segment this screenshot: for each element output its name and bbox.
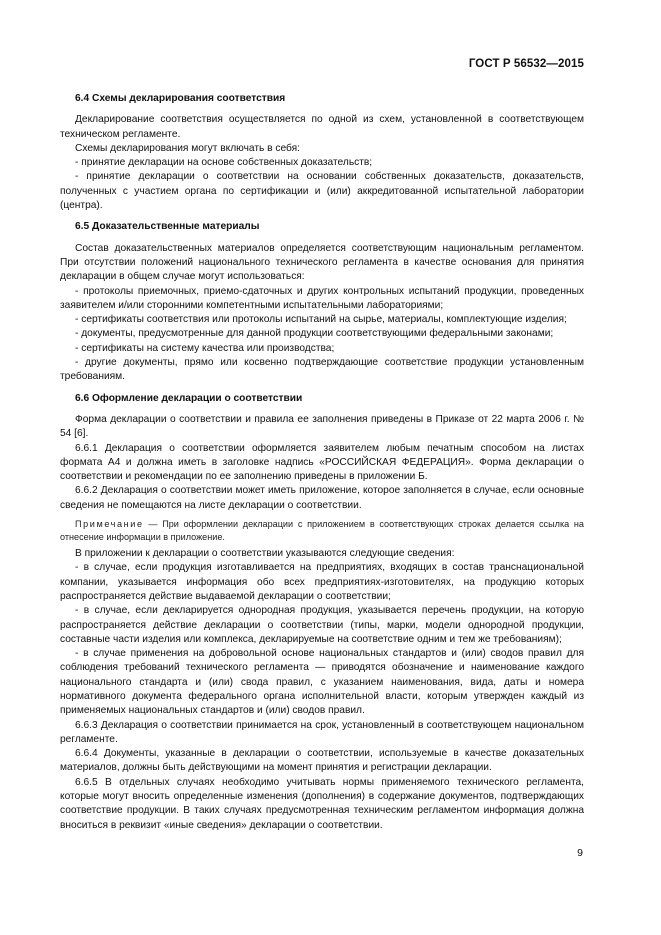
paragraph: Декларирование соответствия осуществляется по одной из схем, установленной в соответствующем техническом регламенте.	[60, 114, 584, 140]
list-item: - в случае применения на добровольной основе национальных стандартов и (или) сводов правил для соблюдения требований технического регламента — приводятся обозначение и наименование каждого национального стандарта и (или) свода правил, с указанием наименования, вида, даты и номера нормативного документа федерального органа исполнительной власти, которым утвержден каждый из применяемых национальных стандартов и (или) сводов правил.	[60, 648, 584, 717]
paragraph: Форма декларации о соответствии и правила ее заполнения приведены в Приказе от 22 марта 2006 г. № 54 [6].	[60, 413, 584, 440]
list-item: - принятие декларации о соответствии на основании собственных доказательств, доказательств, полученных с участием органа по сертификации и (или) аккредитованной испытательной лаборатории (центра).	[60, 171, 584, 212]
list-item: - принятие декларации на основе собственных доказательств;	[75, 157, 373, 169]
note	[60, 518, 584, 543]
list-item: - документы, предусмотренные для данной продукции соответствующими федеральными законами;	[75, 328, 554, 340]
paragraph: Состав доказательственных материалов определяется соответствующим национальным регламентом. При отсутствии положений национального технического регламента в качестве основания для принятия декларации в общем случае могут использоваться:	[60, 242, 584, 283]
list-item: - протоколы приемочных, приемо-сдаточных и других контрольных испытаний продукции, проведенных заявителем и/или сторонними компетентными испытательными лабораториями;	[60, 285, 584, 311]
list-item: - сертификаты соответствия или протоколы испытаний на сырье, материалы, комплектующие изделия;	[75, 314, 567, 326]
page-number: 9	[577, 847, 583, 859]
paragraph: Схемы декларирования могут включать в себя:	[75, 142, 300, 154]
paragraph: В приложении к декларации о соответствии указываются следующие сведения:	[75, 548, 455, 560]
section-heading-6-4: 6.4 Схемы декларирования соответствия	[75, 93, 286, 104]
paragraph: 6.6.3 Декларация о соответствии принимается на срок, установленный в соответствующем национальном регламенте.	[60, 719, 584, 745]
note-text: — При оформлении декларации с приложением в соответствующих строках делается ссылка на отнесение информации в приложение.	[60, 519, 584, 542]
paragraph: 6.6.2 Декларация о соответствии может иметь приложение, которое заполняется в случае, если основные сведения не помещаются на листе декларации о соответствии.	[60, 485, 584, 511]
list-item: - в случае, если декларируется однородная продукция, указывается перечень продукции, на которую распространяется действие декларации о соответствии (типы, марки, модели однородной продукции, составные части изделия или комплекса, декларируемые на соответствие одним и тем же требованиям);	[60, 605, 584, 645]
list-item: - другие документы, прямо или косвенно подтверждающие соответствие продукции установленным требованиям.	[60, 357, 584, 383]
section-heading-6-6: 6.6 Оформление декларации о соответствии	[75, 392, 303, 404]
note-label: Примечание	[75, 519, 144, 530]
list-item: - сертификаты на систему качества или производства;	[75, 342, 335, 354]
standard-number: ГОСТ Р 56532—2015	[468, 58, 584, 70]
paragraph: 6.6.1 Декларация о соответствии оформляется заявителем любым печатным способом на листах формата А4 и должна иметь в заголовке надпись «РОССИЙСКАЯ ФЕДЕРАЦИЯ». Форма декларации о соответствии и рекомендации по ее заполнению приведены в приложении Б.	[60, 442, 584, 483]
paragraph: 6.6.4 Документы, указанные в декларации о соответствии, используемые в качестве доказательных материалов, должны быть действующими на момент принятия и регистрации декларации.	[60, 748, 584, 774]
document-body	[60, 92, 584, 833]
list-item: - в случае, если продукция изготавливается на предприятиях, входящих в состав транснациональной компании, указывается информация обо всех предприятиях-изготовителях, на продукцию которых распространяется действие выдаваемой декларации о соответствии;	[60, 562, 584, 602]
paragraph: 6.6.5 В отдельных случаях необходимо учитывать нормы применяемого технического регламента, которые могут вносить определенные изменения (дополнения) в содержание документов, подтверждaющих соответствие продукции. В таких случаях предусмотренная техническим регламентом информация должна вноситься в реквизит «иные сведения» декларации о соответствии.	[60, 776, 584, 831]
section-heading-6-5: 6.5 Доказательственные материалы	[75, 221, 260, 233]
